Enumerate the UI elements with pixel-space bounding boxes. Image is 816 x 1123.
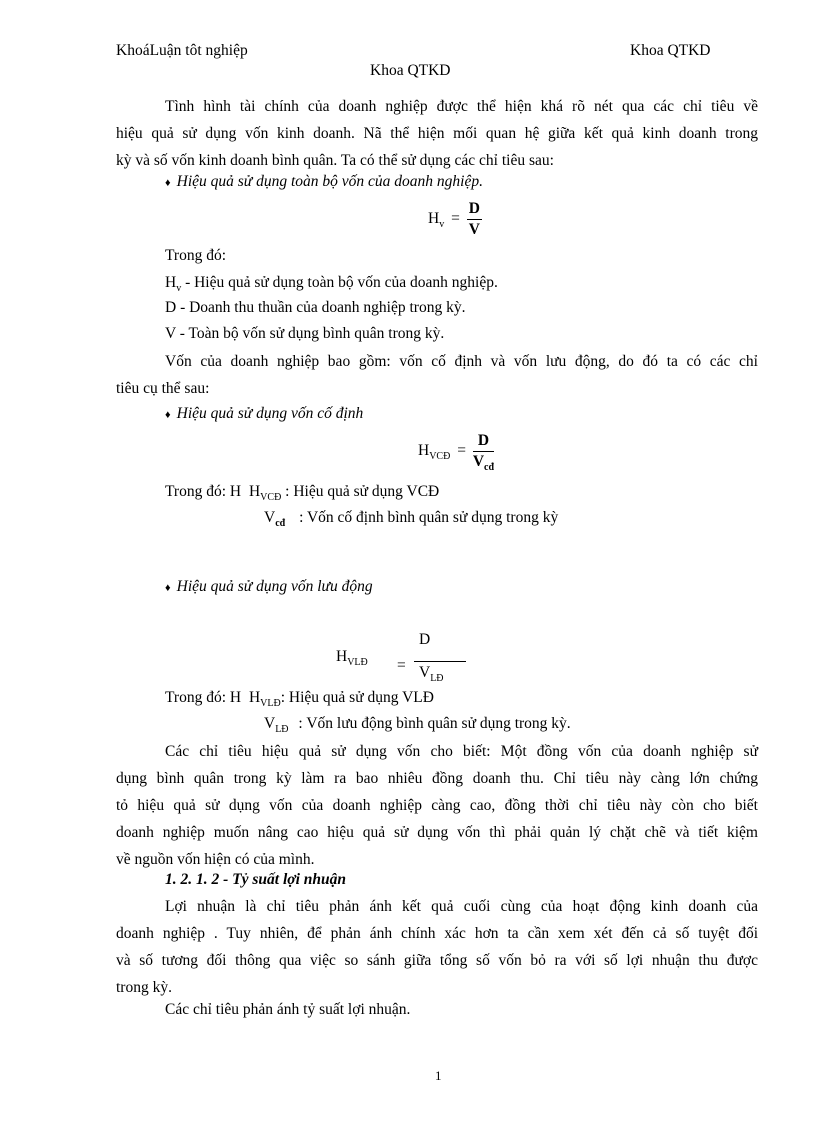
formula-hvcd-lhs-sub: VCĐ bbox=[429, 451, 451, 463]
formula-hvcd-equals: = bbox=[457, 442, 466, 460]
formula-hv bbox=[428, 200, 482, 239]
where2-symbol-1: H bbox=[248, 483, 261, 500]
where1-d: D - Doanh thu thuần của doanh nghiệp trong kỳ. bbox=[165, 299, 466, 316]
where2-sub-2: cđ bbox=[275, 518, 286, 529]
where1-hv-symbol: H bbox=[165, 274, 177, 291]
formula-hv-lhs: H bbox=[428, 210, 440, 228]
where2-symbol-2: V bbox=[264, 509, 276, 526]
formula-hv-denominator: V bbox=[468, 221, 480, 238]
where2-desc-2: : Vốn cố định bình quân sử dụng trong kỳ bbox=[299, 509, 559, 526]
where2-sub-1: VCĐ bbox=[260, 492, 282, 503]
capital-line-1: Vốn của doanh nghiệp bao gồm: vốn cố định và vốn lưu động, do đó ta có các chỉ bbox=[165, 353, 758, 370]
explain-line-3: tỏ hiệu quả sử dụng vốn của doanh nghiệp càng cao, đồng thời chỉ tiêu này còn cho biết bbox=[116, 797, 758, 814]
intro-line-2: hiệu quả sử dụng vốn kinh doanh. Nã thể hiện mối quan hệ giữa kết quả kinh doanh trong bbox=[116, 125, 758, 142]
section-title: 1. 2. 1. 2 - Tỷ suất lợi nhuận bbox=[165, 871, 347, 888]
header-center: Khoa QTKD bbox=[370, 62, 451, 79]
where1-hv bbox=[165, 274, 498, 292]
diamond-bullet-icon: ♦ bbox=[165, 177, 171, 189]
where3-label: Trong đó: H bbox=[165, 689, 242, 706]
where2-row1 bbox=[165, 483, 439, 501]
where1-label: Trong đó: bbox=[165, 247, 227, 264]
where2-label: Trong đó: H bbox=[165, 483, 242, 500]
formula-hv-lhs-sub: v bbox=[439, 219, 445, 231]
where3-row1 bbox=[165, 689, 434, 707]
formula-hvld-numerator: D bbox=[419, 631, 431, 648]
profit-line-3: và số tương đối thông qua việc so sánh giữa tổng số vốn bỏ ra với số lợi nhuận thu được bbox=[116, 952, 758, 969]
bullet-total-capital bbox=[165, 173, 483, 191]
where1-hv-desc: - Hiệu quả sử dụng toàn bộ vốn của doanh nghiệp. bbox=[185, 274, 498, 291]
diamond-bullet-icon: ♦ bbox=[165, 582, 171, 594]
explain-paragraph bbox=[116, 738, 758, 873]
capital-line-2: tiêu cụ thể sau: bbox=[116, 380, 210, 397]
explain-line-1: Các chỉ tiêu hiệu quả sử dụng vốn cho biết: Một đồng vốn của doanh nghiệp sử bbox=[165, 743, 758, 760]
profit-paragraph bbox=[116, 893, 758, 1001]
explain-line-4: doanh nghiệp muốn nâng cao hiệu quả sử dụng vốn thì phải quản lý chặt chẽ và tiết kiệm bbox=[116, 824, 758, 841]
bullet-fixed-capital-text: Hiệu quả sử dụng vốn cố định bbox=[176, 405, 364, 422]
where2-row2 bbox=[264, 509, 558, 527]
where3-sub-1: VLĐ bbox=[260, 698, 281, 709]
profit-line-4: trong kỳ. bbox=[116, 979, 172, 996]
bullet-working-capital bbox=[165, 578, 373, 596]
closing-line: Các chỉ tiêu phản ánh tỷ suất lợi nhuận. bbox=[165, 1001, 411, 1018]
bullet-fixed-capital bbox=[165, 405, 363, 423]
header-left: KhoáLuận tôt nghiệp bbox=[116, 42, 248, 59]
formula-hvcd-numerator: D bbox=[473, 432, 494, 452]
bullet-total-capital-text: Hiệu quả sử dụng toàn bộ vốn của doanh nghiệp. bbox=[176, 173, 483, 190]
where3-symbol-1: H bbox=[248, 689, 261, 706]
explain-line-2: dụng bình quân trong kỳ làm ra bao nhiêu đồng doanh thu. Chỉ tiêu này càng lớn chứng bbox=[116, 770, 758, 787]
intro-line-3: kỳ và số vốn kinh doanh bình quân. Ta có thể sử dụng các chỉ tiêu sau: bbox=[116, 152, 554, 169]
intro-line-1: Tình hình tài chính của doanh nghiệp được thể hiện khá rõ nét qua các chỉ tiêu về bbox=[165, 98, 758, 115]
where3-sub-2: LĐ bbox=[275, 724, 289, 735]
formula-hvld-denominator: $V_{LĐ}$ bbox=[419, 664, 444, 684]
where2-desc-1: : Hiệu quả sử dụng VCĐ bbox=[285, 483, 440, 500]
explain-line-5: về nguồn vốn hiện có của mình. bbox=[116, 851, 315, 868]
capital-paragraph bbox=[116, 348, 758, 402]
page-number: 1 bbox=[435, 1068, 442, 1083]
where3-row2 bbox=[264, 715, 571, 733]
where3-symbol-2: V bbox=[264, 715, 276, 732]
formula-hv-fraction bbox=[467, 200, 482, 239]
where3-desc-1: : Hiệu quả sử dụng VLĐ bbox=[280, 689, 434, 706]
profit-line-1: Lợi nhuận là chỉ tiêu phản ánh kết quả cuối cùng của hoạt động kinh doanh của bbox=[165, 898, 758, 915]
formula-hv-numerator: D bbox=[467, 200, 482, 220]
where1-hv-sub: v bbox=[176, 283, 182, 294]
formula-hvld-bar bbox=[414, 661, 466, 662]
profit-line-2: doanh nghiệp . Tuy nhiên, để phản ánh chính xác hơn ta cần xem xét đến cả số tuyệt đối bbox=[116, 925, 758, 942]
intro-paragraph bbox=[116, 93, 758, 174]
formula-hvld-equals: = bbox=[397, 657, 406, 674]
diamond-bullet-icon: ♦ bbox=[165, 409, 171, 421]
header-right: Khoa QTKD bbox=[630, 42, 711, 59]
bullet-working-capital-text: Hiệu quả sử dụng vốn lưu động bbox=[176, 578, 373, 595]
formula-hvcd bbox=[418, 432, 494, 471]
where1-v: V - Toàn bộ vốn sử dụng bình quân trong kỳ. bbox=[165, 325, 445, 342]
formula-hv-equals: = bbox=[451, 210, 460, 228]
formula-hvcd-fraction bbox=[473, 432, 494, 471]
formula-hvcd-lhs: H bbox=[418, 442, 430, 460]
formula-hvld-lhs: $H_{VLĐ}$ bbox=[336, 648, 368, 668]
where3-desc-2: : Vốn lưu động bình quân sử dụng trong kỳ. bbox=[298, 715, 571, 732]
formula-hvcd-denominator: $V_{cđ}$ bbox=[472, 453, 495, 473]
